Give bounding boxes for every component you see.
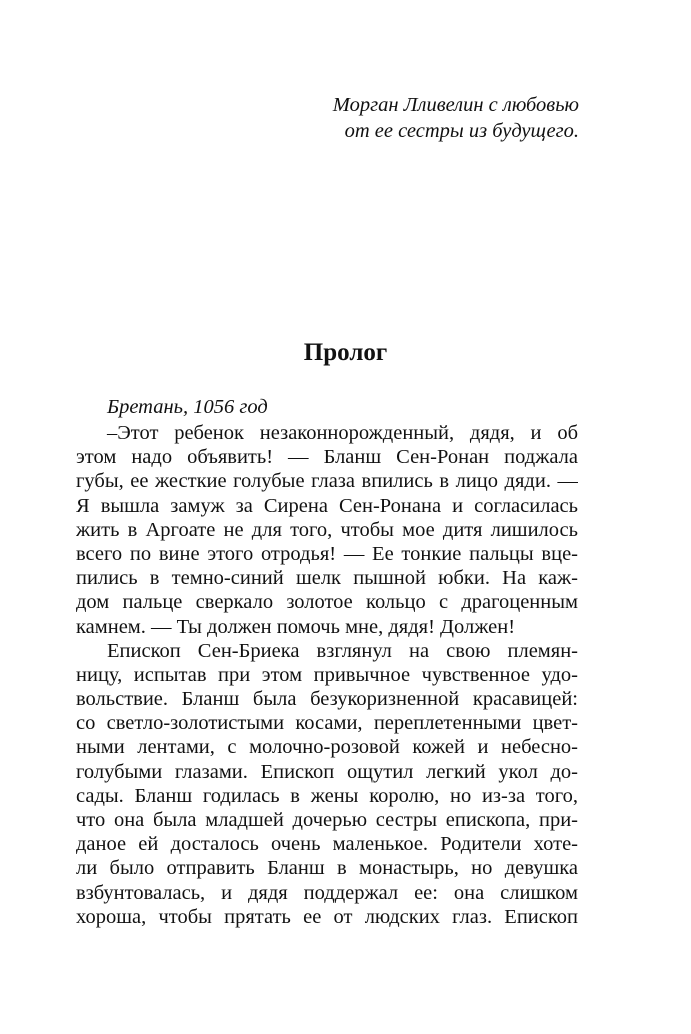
text-line: сады. Бланш годилась в жены королю, но из-за того,: [76, 784, 578, 807]
dedication-line-2: от ее сестры из будущего.: [344, 120, 579, 142]
chapter-place-date: Бретань, 1056 год: [107, 396, 268, 418]
text-line: всего по вине этого отродья! — Ее тонкие пальцы вце-: [76, 542, 578, 565]
body-text: [76, 421, 578, 929]
text-line: даное ей досталось очень маленькое. Родители хоте-: [76, 833, 578, 856]
text-line: ли было отправить Бланш в монастырь, но девушка: [76, 857, 578, 880]
text-line: дом пальце сверкало золотое кольцо с драгоценным: [76, 591, 578, 614]
text-line: ницу, испытав при этом привычное чувственное удо-: [76, 663, 578, 686]
text-line: Я вышла замуж за Сирена Сен-Ронана и согласилась: [76, 494, 578, 517]
text-line: что она была младшей дочерью сестры епископа, при-: [76, 809, 578, 831]
text-line: ными лентами, с молочно-розовой кожей и небесно-: [76, 736, 578, 759]
text-line: пились в темно-синий шелк пышной юбки. На каж-: [76, 567, 578, 590]
text-line: этом надо объявить! — Бланш Сен-Ронан поджала: [76, 446, 578, 469]
dedication-line-1: Морган Лливелин с любовью: [332, 94, 579, 116]
text-line: со светло-золотистыми косами, переплетенными цвет-: [76, 712, 578, 735]
text-line: –Этот ребенок незаконнорожденный, дядя, и об: [107, 422, 578, 444]
text-line: вольствие. Бланш была безукоризненной красавицей:: [76, 688, 578, 711]
dedication: [333, 92, 579, 144]
chapter-title: Пролог: [303, 339, 388, 366]
text-line: камнем. — Ты должен помочь мне, дядя! Должен!: [76, 615, 516, 638]
text-line: губы, ее жесткие голубые глаза впились в лицо дяди. —: [76, 470, 578, 493]
text-line: жить в Аргоате не для того, чтобы мое дитя лишилось: [76, 518, 578, 541]
text-line: голубыми глазами. Епископ ощутил легкий укол до-: [76, 760, 578, 783]
text-line: Епископ Сен-Бриека взглянул на свою племян-: [107, 639, 578, 662]
text-line: взбунтовалась, и дядя поддержал ее: она слишком: [76, 881, 578, 904]
text-line: хороша, чтобы прятать ее от людских глаз. Епископ: [76, 905, 578, 928]
